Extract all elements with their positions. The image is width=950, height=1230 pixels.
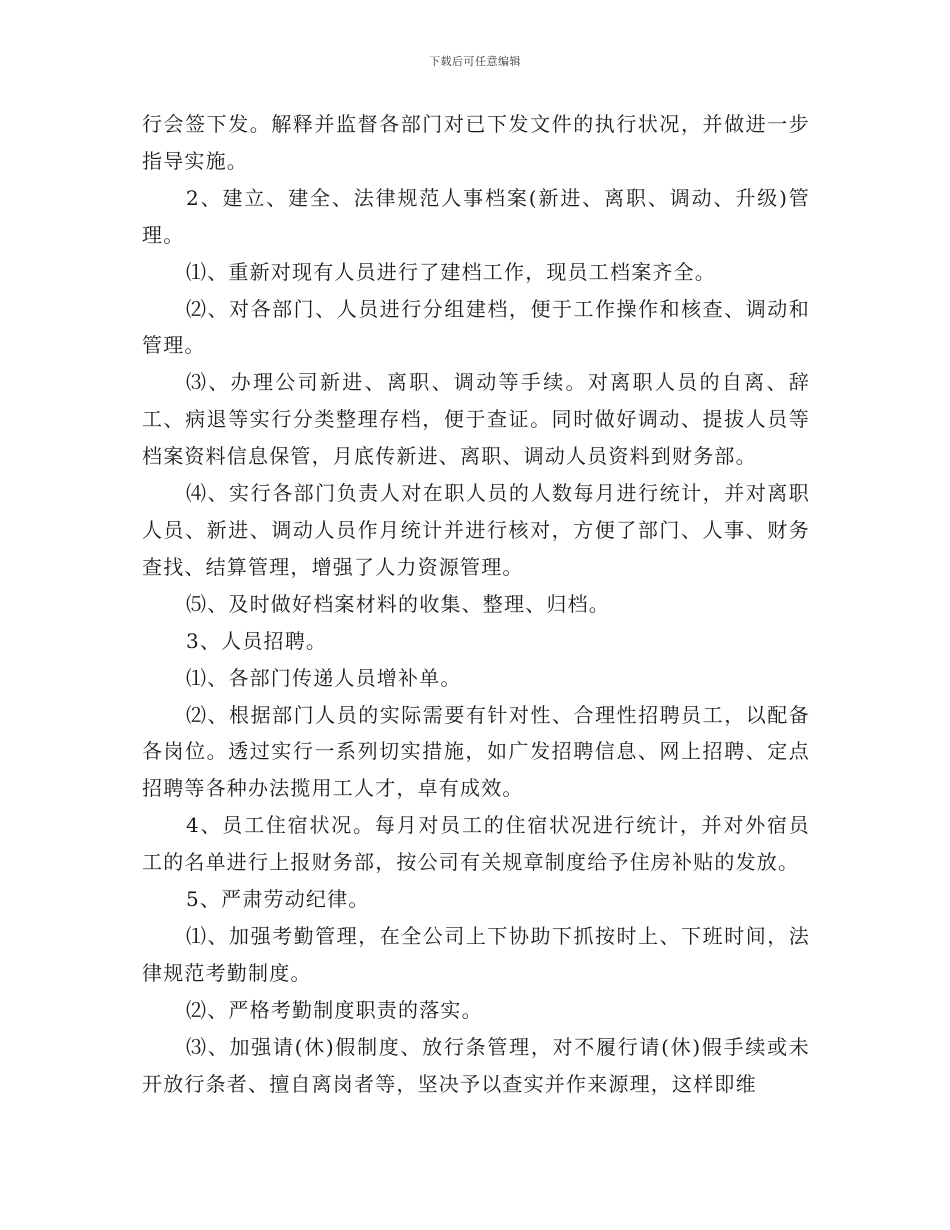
paragraph: ⑶、办理公司新进、离职、调动等手续。对离职人员的自离、辞工、病退等实行分类整理存档，便于查证。同时做好调动、提拔人员等档案资料信息保管，月底传新进、离职、调动人员资料到财务部。 [142,370,810,469]
paragraph: ⑷、实行各部门负责人对在职人员的人数每月进行统计，并对离职人员、新进、调动人员作月统计并进行核对，方便了部门、人事、财务查找、结算管理，增强了人力资源管理。 [142,481,810,579]
paragraph: ⑵、对各部门、人员进行分组建档，便于工作操作和核查、调动和管理。 [142,296,810,358]
document-body [142,106,810,1102]
paragraph: ⑸、及时做好档案材料的收集、整理、归档。 [186,591,610,616]
paragraph: ⑵、根据部门人员的实际需要有针对性、合理性招聘员工，以配备各岗位。透过实行一系列切实措施，如广发招聘信息、网上招聘、定点招聘等各种办法揽用工人才，卓有成效。 [142,702,810,801]
paragraph: ⑴、重新对现有人员进行了建档工作，现员工档案齐全。 [186,259,716,284]
paragraph: 行会签下发。解释并监督各部门对已下发文件的执行状况，并做进一步指导实施。 [142,112,810,173]
paragraph: ⑶、加强请(休)假制度、放行条管理，对不履行请(休)假手续或未开放行条者、擅自离岗者等，坚决予以查实并作来源理，这样即维 [142,1034,810,1096]
page-header: 下载后可任意编辑 [429,55,521,68]
paragraph: 3、人员招聘。 [186,628,328,653]
paragraph: ⑴、各部门传递人员增补单。 [186,665,462,690]
paragraph: 4、员工住宿状况。每月对员工的住宿状况进行统计，并对外宿员工的名单进行上报财务部，按公司有关规章制度给予住房补贴的发放。 [142,813,810,875]
paragraph: ⑴、加强考勤管理，在全公司上下协助下抓按时上、下班时间，法律规范考勤制度。 [142,923,810,985]
paragraph: 5、严肃劳动纪律。 [186,887,370,912]
paragraph: ⑵、严格考勤制度职责的落实。 [186,997,483,1022]
paragraph: 2、建立、建全、法律规范人事档案(新进、离职、调动、升级)管理。 [142,185,810,247]
